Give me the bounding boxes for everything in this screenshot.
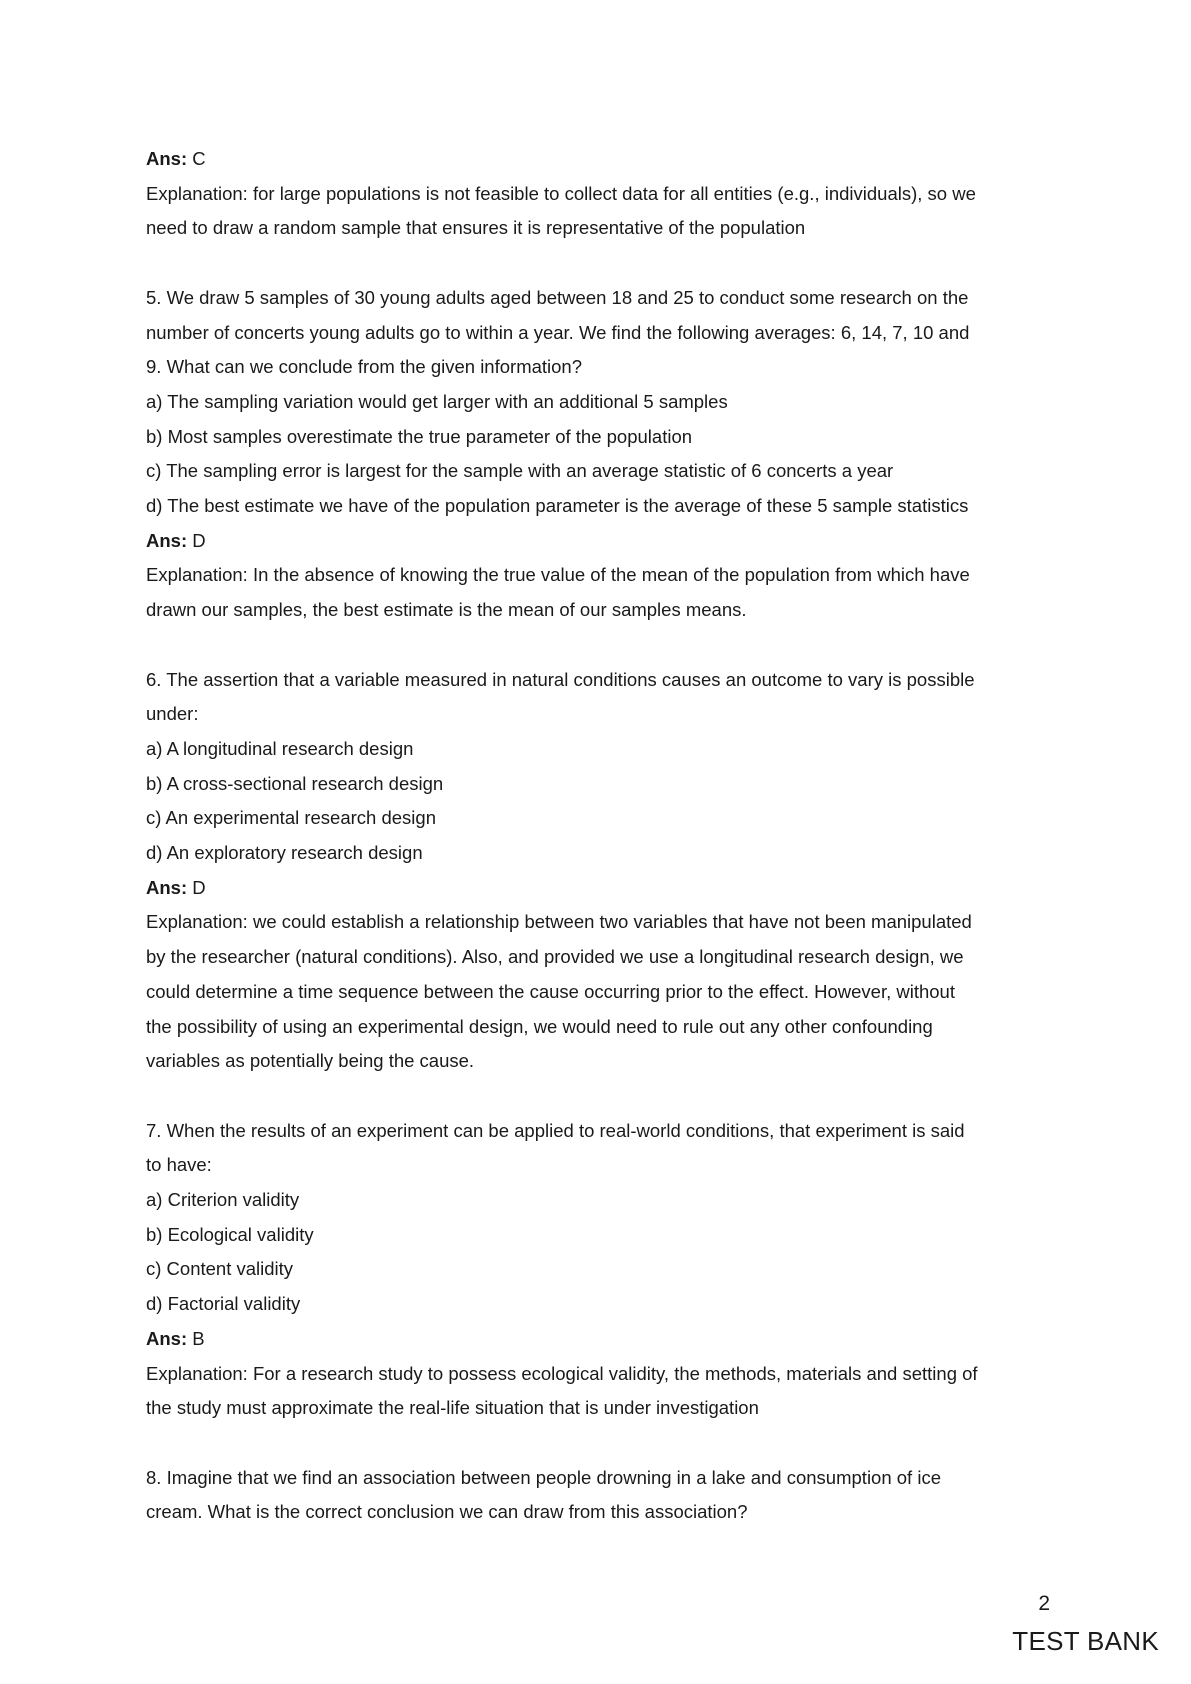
page-content [146, 142, 1066, 1530]
spacer [146, 1426, 1066, 1461]
question-stem-line: number of concerts young adults go to within a year. We find the following averages: 6, 14, 7, 10 and [146, 321, 970, 343]
answer-line [146, 1322, 1066, 1357]
explanation-line: Explanation: In the absence of knowing the true value of the mean of the population from which have [146, 564, 970, 586]
explanation-line: could determine a time sequence between the cause occurring prior to the effect. However, without [146, 980, 955, 1002]
answer-line [146, 142, 1066, 177]
question-7 [146, 1114, 1066, 1426]
explanation-line: Explanation: for large populations is not feasible to collect data for all entities (e.g., individuals), so we [146, 182, 976, 204]
option-a: a) The sampling variation would get larger with an additional 5 samples [146, 390, 728, 412]
answer-value: B [187, 1327, 205, 1349]
answer-value: D [187, 529, 206, 551]
answer-label: Ans: [146, 148, 188, 169]
question-8 [146, 1461, 1066, 1530]
question-stem-line: 8. Imagine that we find an association between people drowning in a lake and consumption of ice [146, 1466, 941, 1488]
option-c: c) The sampling error is largest for the sample with an average statistic of 6 concerts a year [146, 460, 894, 482]
answer-line [146, 524, 1066, 559]
option-b: b) Ecological validity [146, 1223, 314, 1245]
option-b: b) A cross-sectional research design [146, 772, 444, 794]
question-stem-line: 7. When the results of an experiment can be applied to real-world conditions, that experiment is said [146, 1119, 965, 1141]
explanation-line: the possibility of using an experimental design, we would need to rule out any other confounding [146, 1015, 933, 1037]
question-stem-line: to have: [146, 1154, 212, 1176]
option-c: c) An experimental research design [146, 807, 436, 829]
question-5 [146, 281, 1066, 628]
answer-value: D [187, 876, 206, 898]
question-stem-line: under: [146, 703, 199, 725]
spacer [146, 628, 1066, 663]
option-b: b) Most samples overestimate the true parameter of the population [146, 425, 693, 447]
question-stem-line: 6. The assertion that a variable measured in natural conditions causes an outcome to vary is possible [146, 668, 975, 690]
answer-label: Ans: [146, 529, 188, 551]
option-a: a) A longitudinal research design [146, 737, 414, 759]
option-c: c) Content validity [146, 1258, 294, 1280]
question-stem-line: cream. What is the correct conclusion we can draw from this association? [146, 1501, 748, 1523]
option-d: d) An exploratory research design [146, 842, 423, 864]
question-stem-line: 9. What can we conclude from the given information? [146, 356, 583, 378]
explanation-line: Explanation: For a research study to possess ecological validity, the methods, materials and setting of [146, 1362, 978, 1384]
explanation-line: drawn our samples, the best estimate is the mean of our samples means. [146, 599, 747, 621]
answer-line [146, 871, 1066, 906]
answer-label: Ans: [146, 876, 188, 898]
footer-label: TEST BANK [1012, 1626, 1159, 1656]
option-d: d) Factorial validity [146, 1293, 301, 1315]
explanation-line: the study must approximate the real-life situation that is under investigation [146, 1397, 759, 1419]
explanation-line: variables as potentially being the cause. [146, 1050, 475, 1072]
explanation-line: by the researcher (natural conditions). Also, and provided we use a longitudinal research design, we [146, 946, 964, 968]
answer-value: C [187, 148, 206, 169]
question-6 [146, 663, 1066, 1079]
option-d: d) The best estimate we have of the population parameter is the average of these 5 sample statistics [146, 495, 969, 517]
explanation-line: Explanation: we could establish a relationship between two variables that have not been manipulated [146, 911, 972, 933]
spacer [146, 246, 1066, 281]
option-a: a) Criterion validity [146, 1189, 300, 1211]
question-stem-line: 5. We draw 5 samples of 30 young adults aged between 18 and 25 to conduct some research on the [146, 286, 969, 308]
page-number: 2 [1038, 1592, 1050, 1615]
answer-label: Ans: [146, 1327, 188, 1349]
explanation-line: need to draw a random sample that ensures it is representative of the population [146, 217, 806, 239]
spacer [146, 1079, 1066, 1114]
